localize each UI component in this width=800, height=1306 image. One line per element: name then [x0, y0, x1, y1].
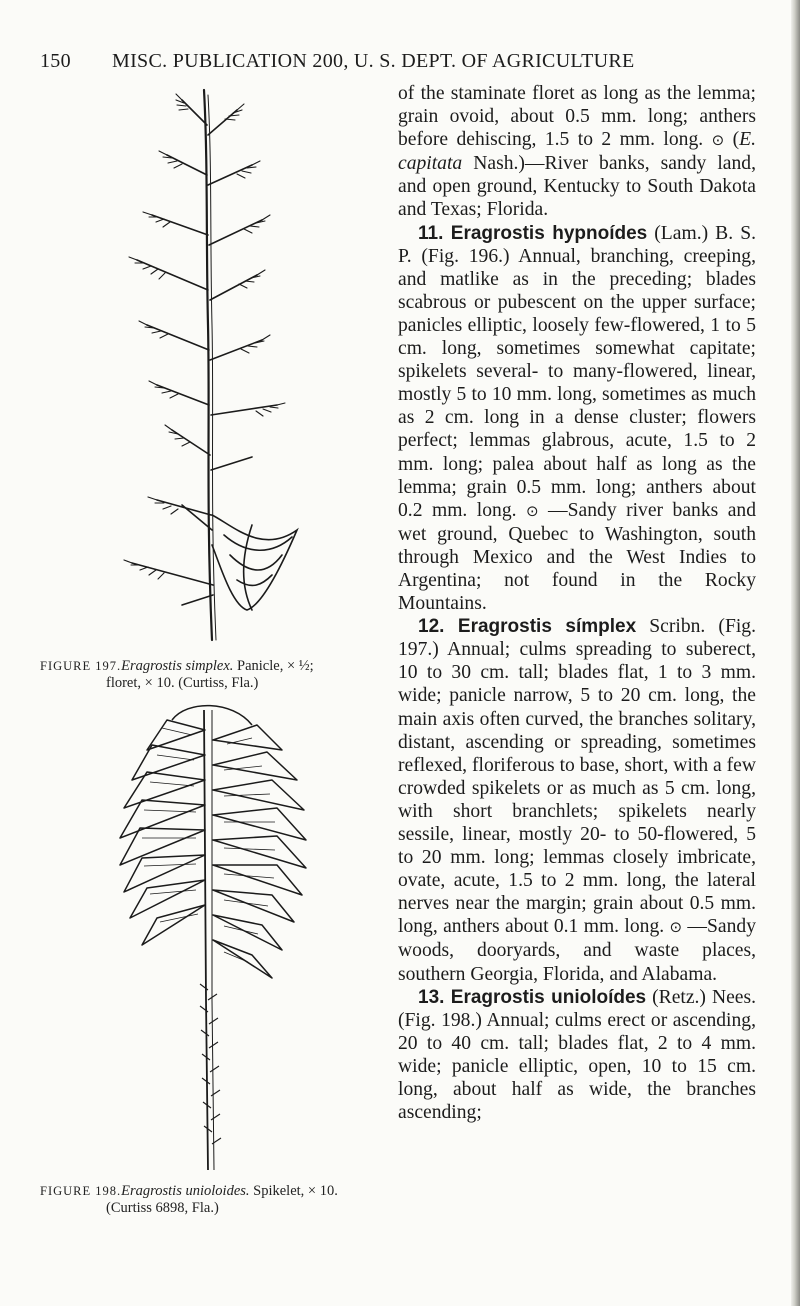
species-11-name: 11. Eragrostis hypnoídes [418, 222, 648, 244]
page-number: 150 [40, 50, 71, 72]
species-11-description: (Lam.) B. S. P. (Fig. 196.) Annual, branching, creeping, and matlike as in the preceding; blades scabrous or pubescent on the upper surface; panicles elliptic, loosely few-flowered, 1 to 5 cm. long, sometimes somewhat capitate; spikelets several- to many-flowered, linear, mostly 5 to 10 mm. long, sometimes as much as 2 cm. long in a dense cluster; flowers perfect; lemmas glabrous, acute, 1.5 to 2 mm. long; palea about half as long as the lemma; grain 0.5 mm. long; anthers about 0.2 mm. long. [398, 222, 756, 521]
figure-198-label: FIGURE 198. [40, 1184, 122, 1198]
figure-197-caption [40, 658, 360, 692]
figure-198-taxon: Eragrostis unioloides. [121, 1183, 250, 1199]
annual-symbol: ⊙ [711, 131, 725, 150]
annual-symbol: ⊙ [526, 501, 539, 520]
species-13-description: (Retz.) Nees. (Fig. 198.) Annual; culms erect or ascending, 20 to 40 cm. tall; blades flat, 2 to 4 mm. wide; panicle elliptic, open, 10 to 15 cm. long, about half as wide, the branches ascending; [398, 986, 757, 1124]
species-13-name: 13. Eragrostis unioloídes [418, 986, 647, 1008]
page-header [40, 50, 760, 78]
paragraph-continued [398, 82, 756, 222]
spikelet-drawing [112, 700, 312, 1180]
species-11-distribution: —Sandy river banks and wet ground, Quebec to Washington, south through Mexico and the West Indies to Argentina; not found in the Rocky Mountains. [398, 499, 756, 615]
figure-198-caption [40, 1183, 360, 1217]
figure-198-caption-rest: Spikelet, × 10. [249, 1183, 338, 1199]
figure-197-panicle-illustration [112, 85, 312, 650]
species-12-name: 12. Eragrostis símplex [418, 616, 637, 638]
figure-197-caption-line2: floret, × 10. (Curtiss, Fla.) [106, 675, 259, 691]
figure-198-caption-line2: (Curtiss 6898, Fla.) [106, 1200, 219, 1216]
species-11-entry [398, 222, 756, 616]
paragraph-continued-tail: Nash.)—River banks, sandy land, and open ground, Kentucky to South Dakota and Texas; Florida. [398, 153, 756, 221]
synonym-name: E. capitata [398, 129, 756, 175]
figure-197-taxon: Eragrostis simplex. [121, 658, 234, 674]
paragraph-continued-text: of the staminate floret as long as the lemma; grain ovoid, about 0.5 mm. long; anthers before dehiscing, 1.5 to 2 mm. long. [398, 83, 756, 151]
panicle-drawing [112, 85, 312, 650]
species-12-entry [398, 615, 756, 986]
figure-197-caption-rest: Panicle, × ½; [233, 658, 314, 674]
figure-198-spikelet-illustration [112, 700, 312, 1180]
species-12-description: Scribn. (Fig. 197.) Annual; culms spreading to suberect, 10 to 30 cm. tall; blades flat, 1 to 3 mm. wide; panicle narrow, 5 to 20 cm. long, the main axis often curved, the branches solitary, distant, ascending or spreading, sometimes reflexed, floriferous to base, short, with a few crowded spikelets or as much as 5 cm. long, with short branchlets; spikelets nearly sessile, linear, mostly 20- to 50-flowered, 5 to 20 mm. long; lemmas closely imbricate, ovate, acute, 1.5 to 2 mm. long, the lateral nerves near the margin; grain about 0.5 mm. long, anthers about 0.1 mm. long. [398, 616, 757, 938]
annual-symbol: ⊙ [669, 918, 683, 937]
paren-open: ( [724, 129, 740, 151]
body-text-column [398, 82, 756, 1124]
species-12-distribution: —Sandy woods, dooryards, and waste places, southern Georgia, Florida, and Alabama. [398, 916, 756, 985]
species-13-entry [398, 986, 756, 1125]
page-edge-shadow [791, 0, 800, 1306]
running-head: MISC. PUBLICATION 200, U. S. DEPT. OF AGRICULTURE [112, 50, 635, 72]
figure-197-label: FIGURE 197. [40, 659, 122, 673]
